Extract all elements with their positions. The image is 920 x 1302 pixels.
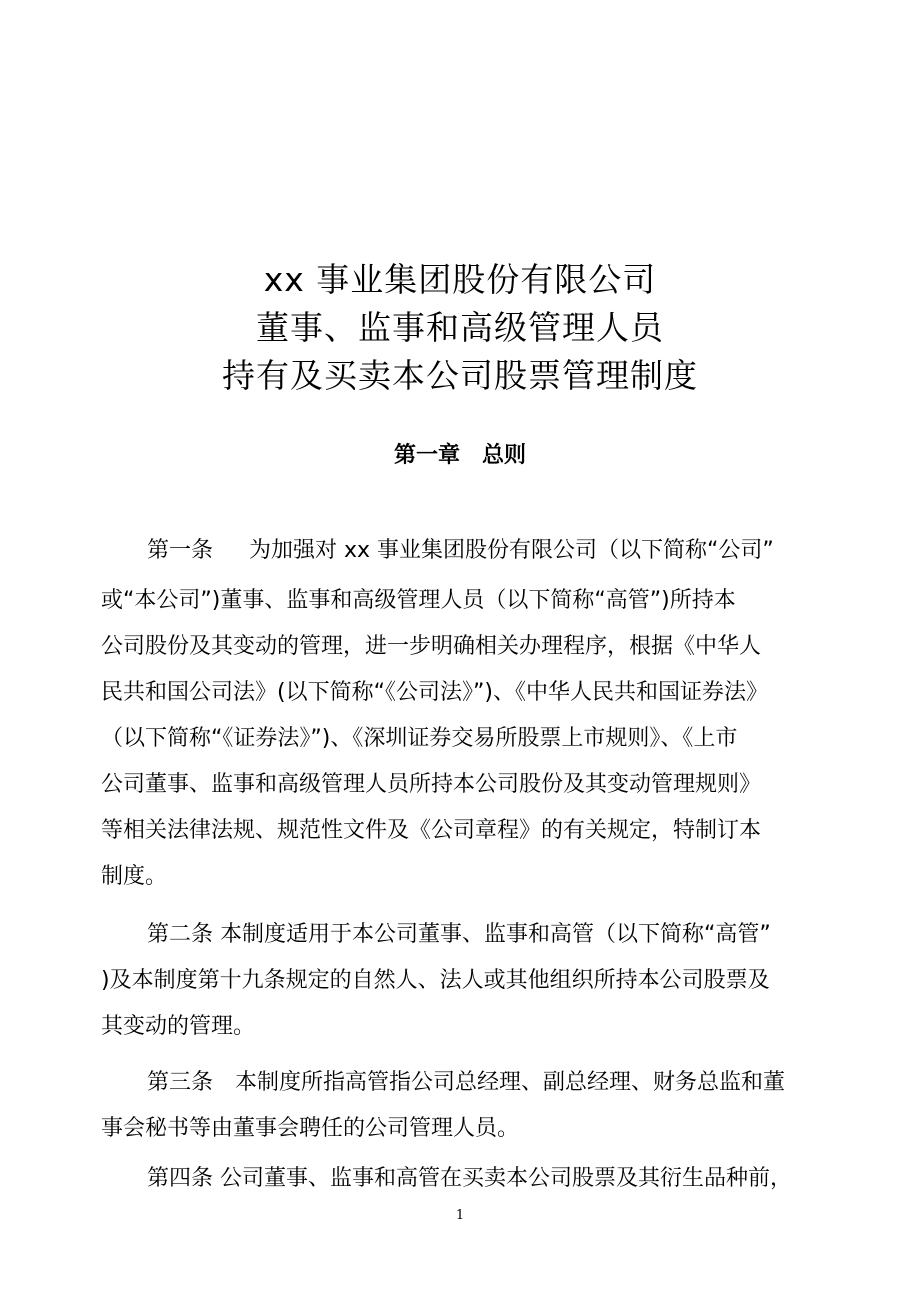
title-line-subject: 董事、监事和高级管理人员 bbox=[256, 308, 664, 347]
article-1-line-1: 第一条 为加强对 xx 事业集团股份有限公司（以下简称“公司” bbox=[147, 538, 774, 563]
article-3-line-1: 第三条 本制度所指高管指公司总经理、副总经理、财务总监和董 bbox=[147, 1070, 786, 1095]
article-1-line-2: 或“本公司”)董事、监事和高级管理人员（以下简称“高管”)所持本 bbox=[101, 588, 736, 613]
article-1-line-6: 公司董事、监事和高级管理人员所持本公司股份及其变动管理规则》 bbox=[101, 772, 762, 797]
article-1-line-8: 制度。 bbox=[101, 864, 168, 889]
article-2-line-2: )及本制度第十九条规定的自然人、法人或其他组织所持本公司股票及 bbox=[101, 968, 770, 993]
title-line-company: xx 事业集团股份有限公司 bbox=[263, 260, 657, 299]
chapter-heading: 第一章 总则 bbox=[393, 443, 526, 468]
article-2-line-3: 其变动的管理。 bbox=[101, 1014, 256, 1039]
article-4-line-1: 第四条 公司董事、监事和高管在买卖本公司股票及其衍生品种前， bbox=[147, 1166, 792, 1191]
title-line-policy: 持有及买卖本公司股票管理制度 bbox=[222, 356, 698, 395]
article-2-line-1: 第二条 本制度适用于本公司董事、监事和高管（以下简称“高管” bbox=[147, 922, 771, 947]
article-1-line-7: 等相关法律法规、规范性文件及《公司章程》的有关规定，特制订本 bbox=[101, 818, 762, 843]
article-3-line-2: 事会秘书等由董事会聘任的公司管理人员。 bbox=[101, 1116, 520, 1141]
article-1-line-4: 民共和国公司法》(以下简称“《公司法》”)、《中华人民共和国证券法》 bbox=[101, 680, 768, 705]
article-1-line-5: （以下简称“《证券法》”)、《深圳证券交易所股票上市规则》、《上市 bbox=[101, 726, 738, 751]
article-1-line-3: 公司股份及其变动的管理，进一步明确相关办理程序，根据《中华人 bbox=[101, 634, 762, 659]
page-number: 1 bbox=[455, 1208, 465, 1223]
document-title bbox=[0, 256, 920, 400]
